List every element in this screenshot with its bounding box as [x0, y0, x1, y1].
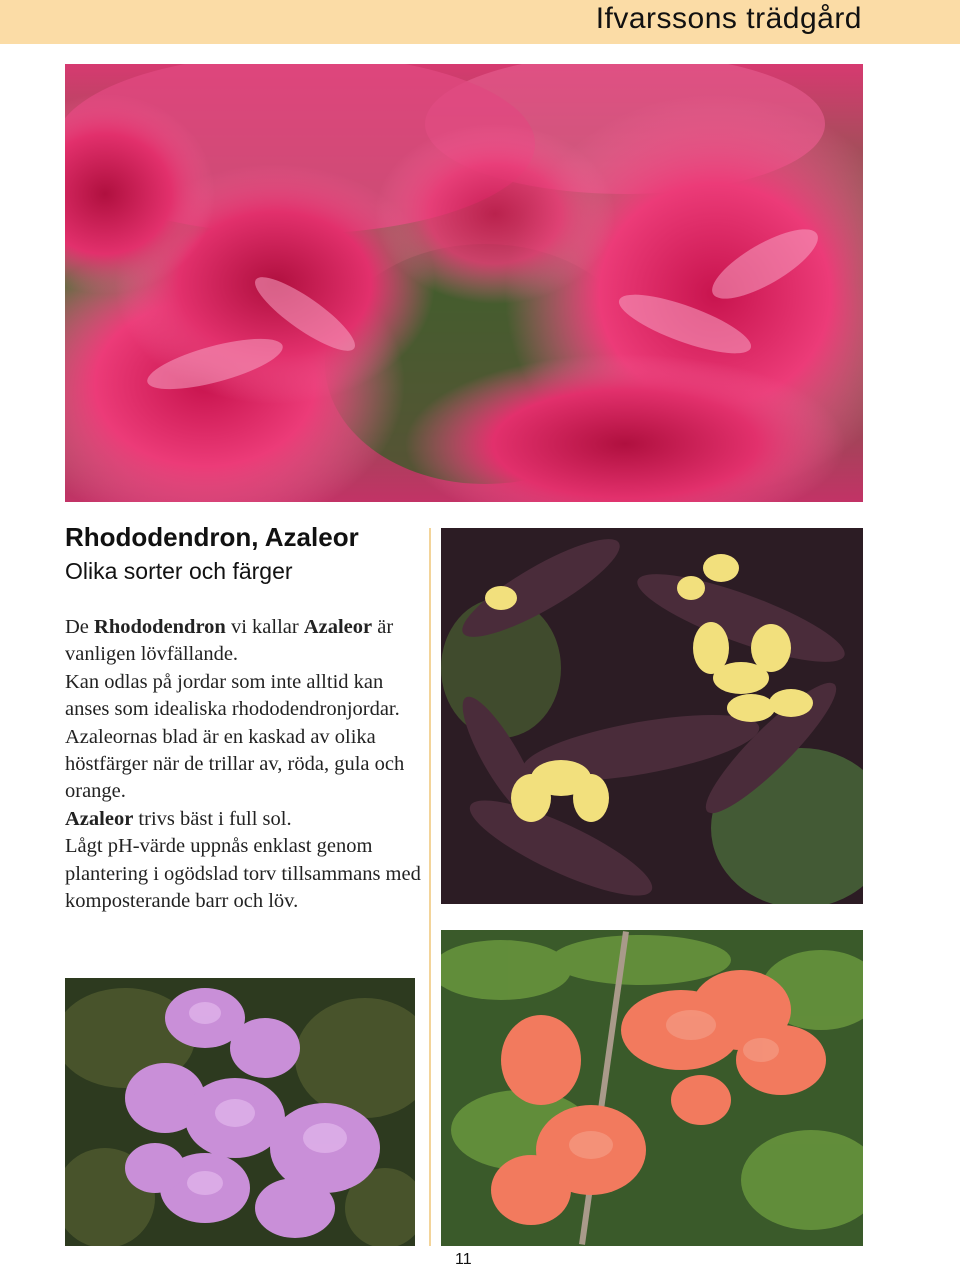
body-paragraph: [65, 724, 427, 806]
article-body: [65, 614, 427, 915]
body-paragraph: [65, 833, 427, 915]
bold-term: Azaleor: [65, 807, 134, 830]
text-run: trivs bäst i full sol.: [133, 807, 292, 830]
text-run: Kan odlas på jordar som inte alltid kan anses som idealiska rhododendronjordar.: [65, 670, 400, 721]
photo-salmon-azalea: [441, 930, 863, 1246]
text-run: Azaleornas blad är en kaskad av olika höstfärger när de trillar av, röda, gula och orange.: [65, 725, 405, 803]
column-divider: [429, 528, 431, 1246]
photo-pink-azaleas: [65, 64, 863, 502]
photo-yellow-azalea: [441, 528, 863, 904]
bold-term: Rhododendron: [94, 616, 226, 638]
text-run: vi kallar: [225, 616, 304, 638]
text-run: är vanligen lövfällande.: [65, 616, 394, 666]
body-paragraph: [65, 806, 427, 833]
bold-term: Azaleor: [303, 616, 373, 638]
header-title: Ifvarssons trädgård: [595, 2, 862, 35]
text-run: De: [65, 616, 95, 638]
article-heading: Rhododendron, Azaleor: [65, 522, 359, 552]
text-run: Lågt pH-värde uppnås enklast genom plantering i ogödslad torv tillsammans med komposterande barr och löv.: [65, 835, 421, 913]
article-subheading: Olika sorter och färger: [65, 558, 293, 584]
page-number: 11: [455, 1251, 472, 1268]
photo-lilac-rhododendron: [65, 978, 415, 1246]
body-paragraph: [65, 669, 427, 724]
body-paragraph: [65, 614, 427, 669]
